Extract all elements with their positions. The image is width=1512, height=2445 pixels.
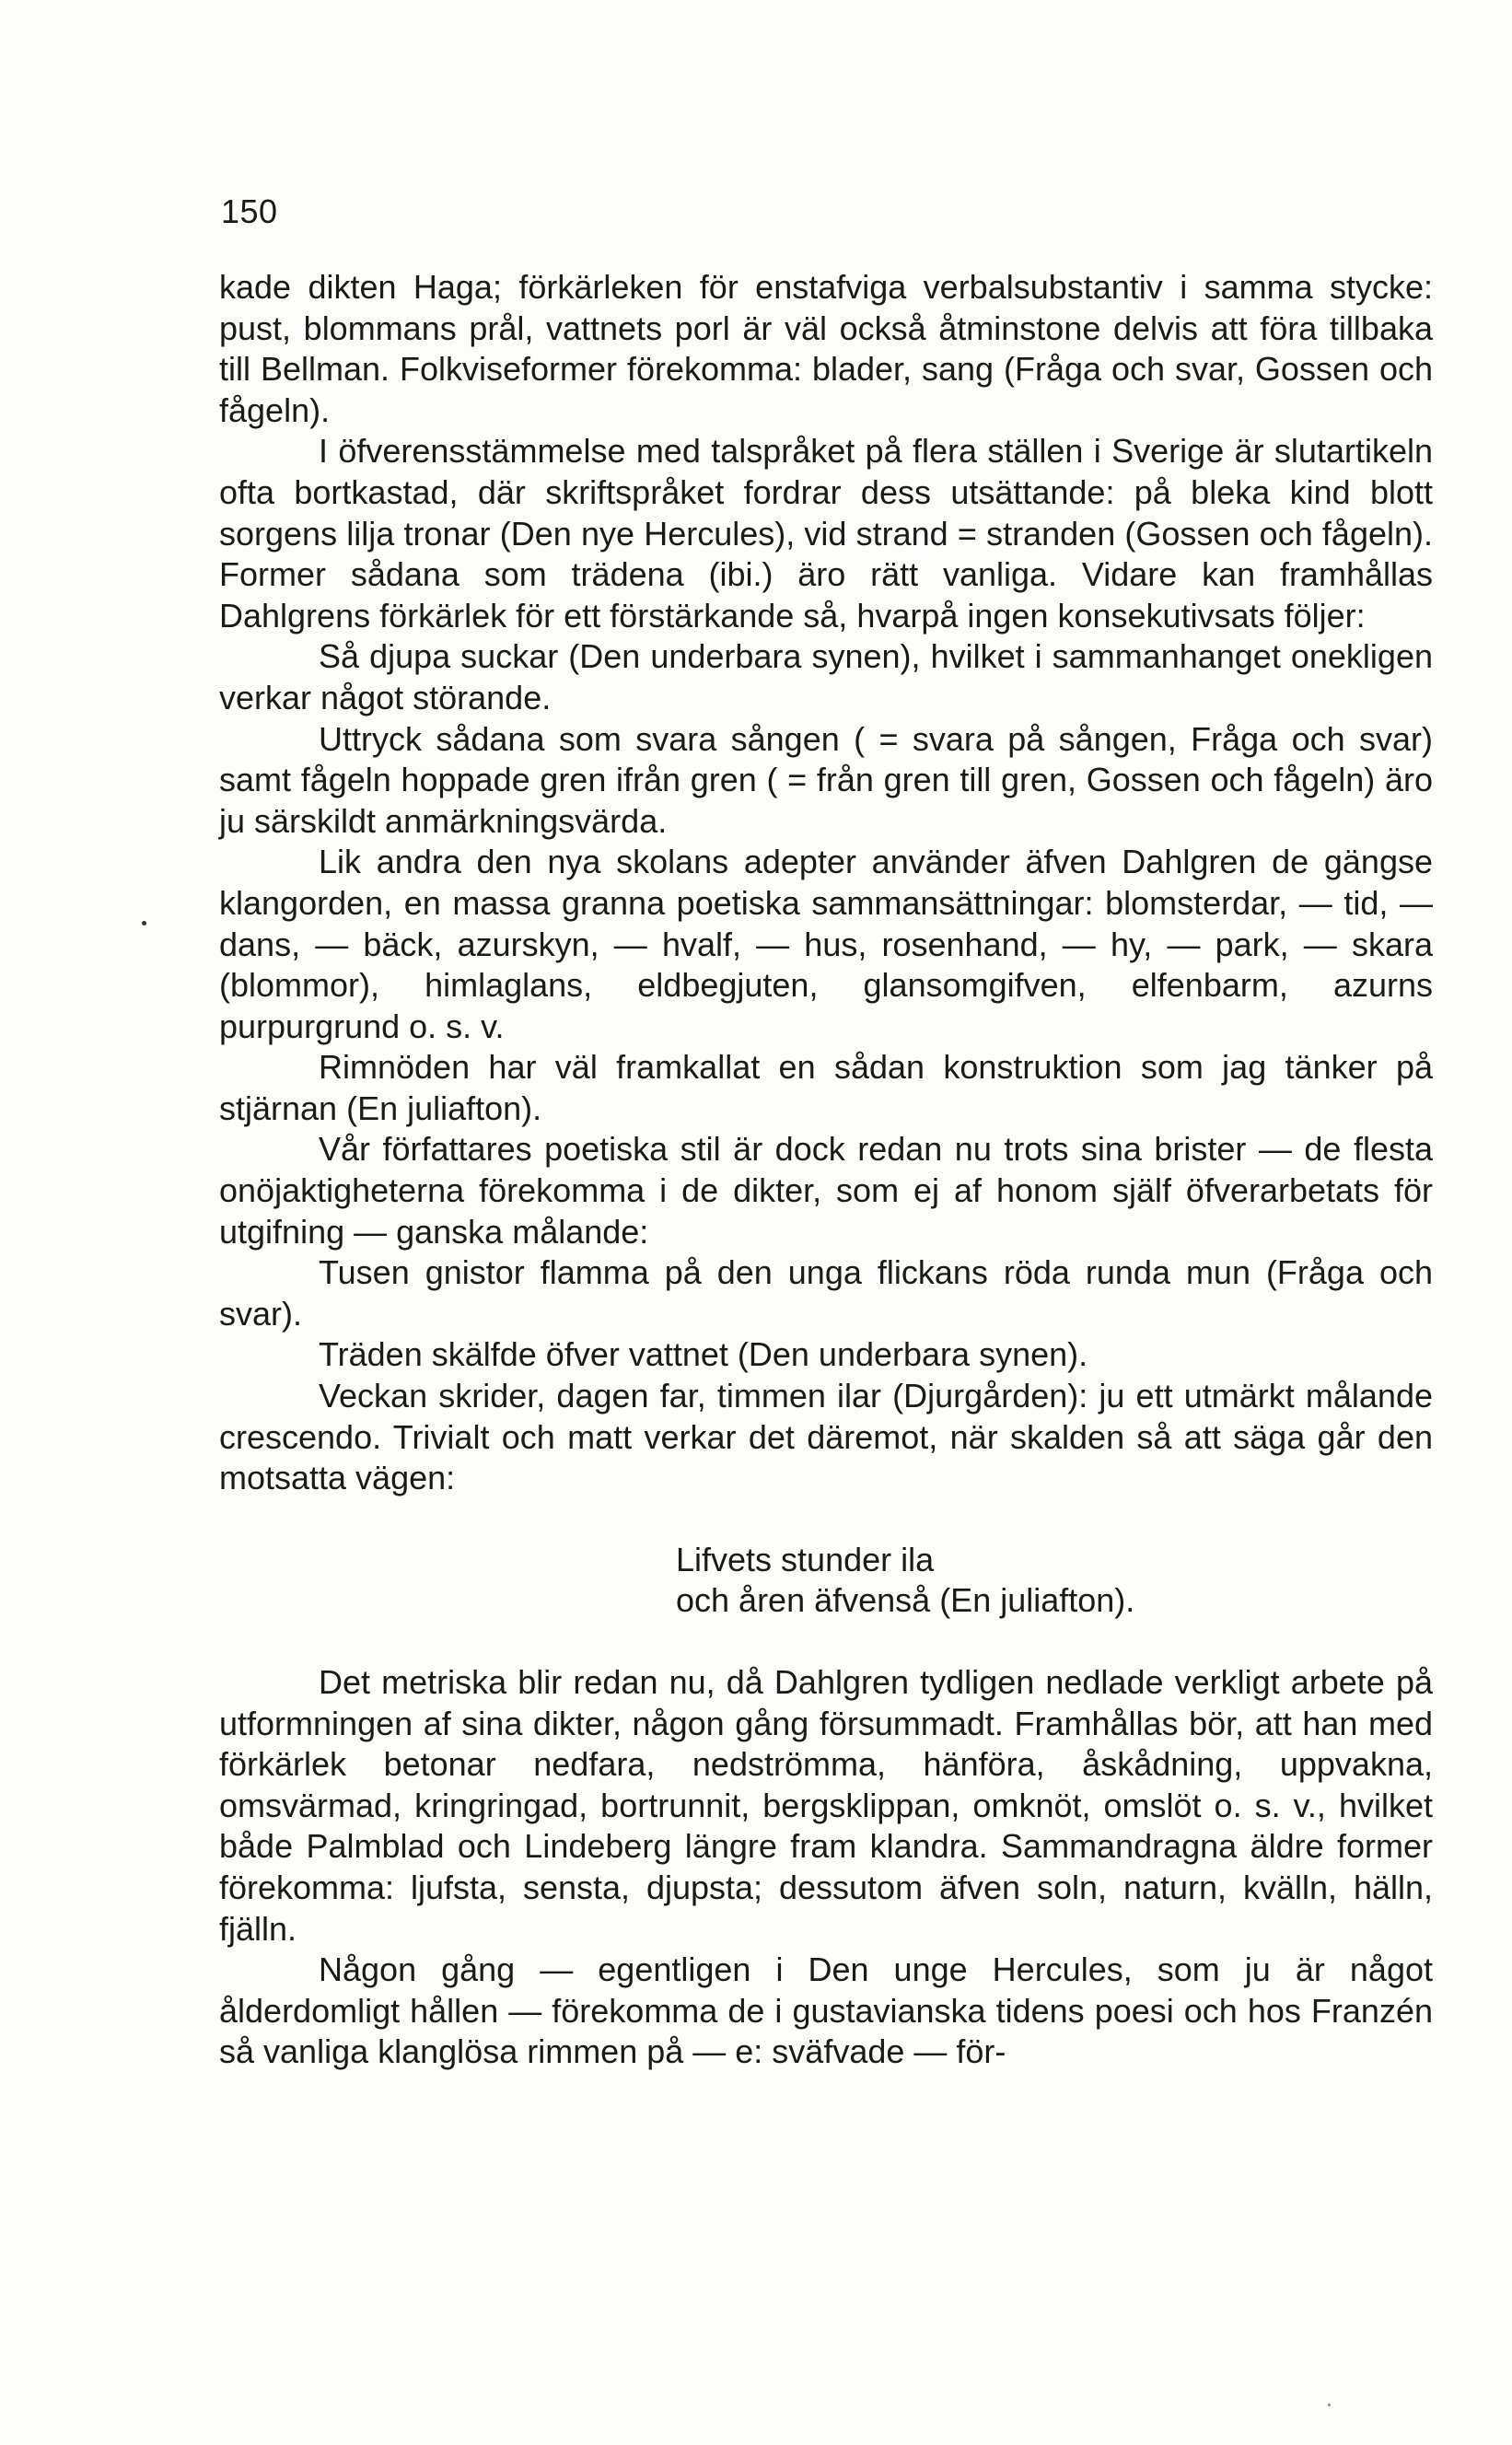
paragraph-12: Någon gång — egentligen i Den unge Hercules, som ju är något ålderdomligt hållen — förekomma de i gustavianska tidens poesi och hos Franzén så vanliga klanglösa rimmen på — e: sväfvade — för-	[219, 1950, 1433, 2071]
quote-line-1: Lifvets stunder ila	[676, 1540, 935, 1578]
page-number: 150	[221, 192, 278, 230]
paragraph-10: Veckan skrider, dagen far, timmen ilar (Djurgården): ju ett utmärkt målande crescendo. Trivialt och matt verkar det däremot, när skalden så att säga går den motsatta vägen:	[219, 1377, 1433, 1497]
paragraph-9: Träden skälfde öfver vattnet (Den underbara synen).	[319, 1335, 1088, 1374]
paragraph-3: Så djupa suckar (Den underbara synen), hvilket i sammanhanget onekligen verkar något störande.	[219, 637, 1433, 716]
quote-line-2: och åren äfvenså (En juliafton).	[676, 1581, 1135, 1620]
paragraph-8: Tusen gnistor flamma på den unga flickans röda runda mun (Fråga och svar).	[219, 1253, 1433, 1333]
margin-speck	[142, 921, 146, 926]
paragraph-7: Vår författares poetiska stil är dock redan nu trots sina brister — de flesta onöjaktigheterna förekomma i de dikter, som ej af honom själf öfverarbetats för utgifning — ganska målande:	[219, 1130, 1433, 1251]
paragraph-1: kade dikten Haga; förkärleken för enstafviga verbalsubstantiv i samma stycke: pust, blommans prål, vattnets porl är väl också åtminstone delvis att föra tillbaka till Bellman. Folkviseformer förekomma: blader, sang (Fråga och svar, Gossen och fågeln).	[219, 268, 1433, 429]
margin-speck-2	[1328, 2404, 1331, 2406]
paragraph-11: Det metriska blir redan nu, då Dahlgren tydligen nedlade verkligt arbete på utformningen af sina dikter, någon gång försummadt. Framhållas bör, att han med förkärlek betonar nedfara, nedströmma, hänföra, åskådning, uppvakna, omsvärmad, kringringad, bortrunnit, bergsklippan, omknöt, omslöt o. s. v., hvilket både Palmblad och Lindeberg längre fram klandra. Sammandragna äldre former förekomma: ljufsta, sensta, djupsta; dessutom äfven soln, naturn, kvälln, hälln, fjälln.	[219, 1663, 1433, 1948]
paragraph-5: Lik andra den nya skolans adepter använder äfven Dahlgren de gängse klangorden, en massa granna poetiska sammansättningar: blomsterdar, — tid, — dans, — bäck, azurskyn, — hvalf, — hus, rosenhand, — hy, — park, — skara (blommor), himlaglans, eldbegjuten, glansomgifven, elfenbarm, azurns purpurgrund o. s. v.	[219, 843, 1433, 1045]
body-text	[219, 267, 1433, 2073]
paragraph-2: I öfverensstämmelse med talspråket på flera ställen i Sverige är slutartikeln ofta bortkastad, där skriftspråket fordrar dess utsättande: på bleka kind blott sorgens lilja tronar (Den nye Hercules), vid strand = stranden (Gossen och fågeln). Former sådana som trädena (ibi.) äro rätt vanliga. Vidare kan framhållas Dahlgrens förkärlek för ett förstärkande så, hvarpå ingen konsekutivsats följer:	[219, 432, 1433, 635]
paragraph-6: Rimnöden har väl framkallat en sådan konstruktion som jag tänker på stjärnan (En juliafton).	[219, 1048, 1433, 1127]
paragraph-4: Uttryck sådana som svara sången ( = svara på sången, Fråga och svar) samt fågeln hoppade gren ifrån gren ( = från gren till gren, Gossen och fågeln) äro ju särskildt anmärkningsvärda.	[219, 719, 1433, 840]
